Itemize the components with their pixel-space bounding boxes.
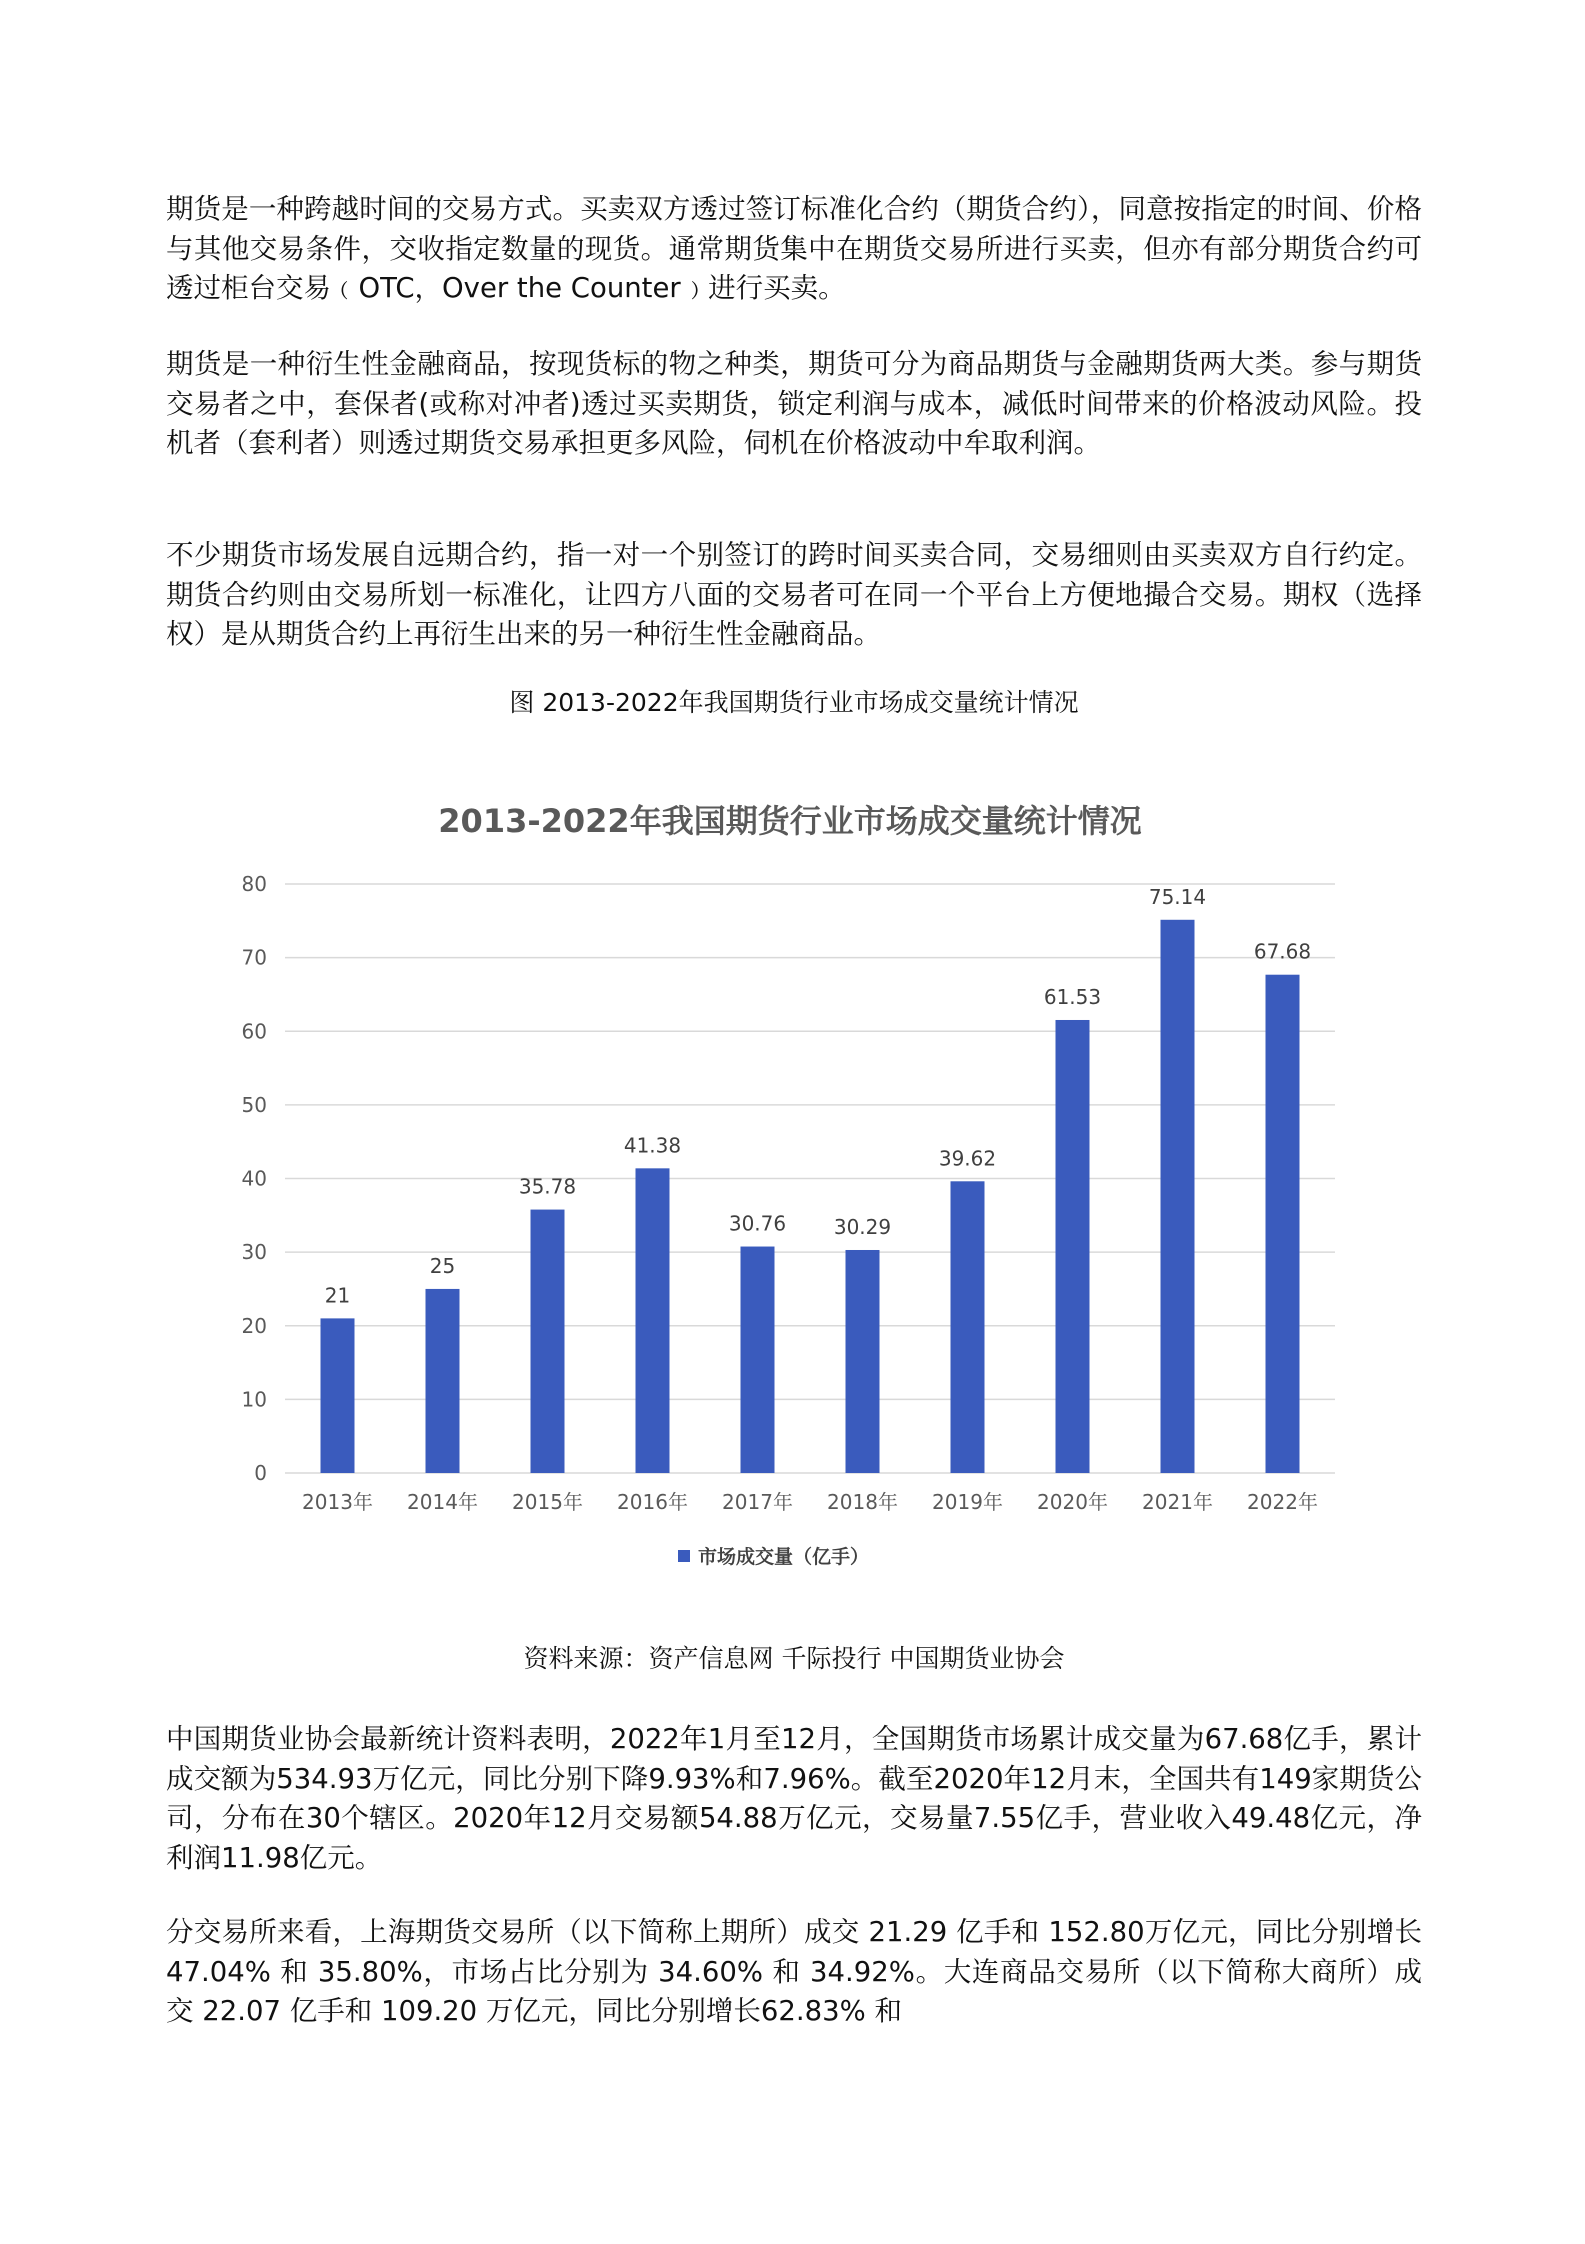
data-label: 61.53 bbox=[1043, 984, 1102, 1009]
data-label: 39.62 bbox=[938, 1146, 997, 1171]
x-tick-label: 2013年 bbox=[302, 1490, 373, 1514]
bar bbox=[1056, 1020, 1090, 1473]
x-tick-label: 2020年 bbox=[1037, 1490, 1108, 1514]
data-label: 21 bbox=[324, 1283, 351, 1308]
exchange-paragraph: 分交易所来看，上海期货交易所（以下简称上期所）成交 21.29 亿手和 152.80万亿元，同比分别增长 47.04% 和 35.80%，市场占比分别为 34.60% 和 34.92%。大连商品交易所（以下简称大商所）成交 22.07 亿手和 109.20 万亿元，同比分别增长62.83% 和 bbox=[166, 1916, 1422, 2027]
bar bbox=[1266, 975, 1300, 1473]
x-tick-label: 2015年 bbox=[512, 1490, 583, 1514]
y-axis-ticks bbox=[242, 872, 267, 1485]
y-tick-label: 80 bbox=[241, 872, 267, 896]
y-tick-label: 20 bbox=[241, 1313, 267, 1338]
x-tick-label: 2017年 bbox=[722, 1490, 793, 1514]
bar-chart bbox=[230, 760, 1350, 1610]
chart-title: 2013-2022年我国期货行业市场成交量统计情况 bbox=[438, 802, 1142, 840]
x-tick-label: 2022年 bbox=[1247, 1490, 1318, 1514]
x-axis-ticks bbox=[302, 1490, 1318, 1514]
legend bbox=[678, 1545, 869, 1568]
bar bbox=[321, 1318, 355, 1473]
data-label: 75.14 bbox=[1148, 884, 1207, 909]
classification-paragraph: 期货是一种衍生性金融商品，按现货标的物之种类，期货可分为商品期货与金融期货两大类。参与期货交易者之中，套保者(或称对冲者)透过买卖期货，锁定利润与成本，减低时间带来的价格波动风险。投机者（套利者）则透过期货交易承担更多风险，伺机在价格波动中牟取利润。 bbox=[166, 348, 1422, 459]
y-tick-label: 40 bbox=[241, 1166, 267, 1191]
x-tick-label: 2016年 bbox=[617, 1490, 688, 1514]
figure-caption: 图 2013-2022年我国期货行业市场成交量统计情况 bbox=[509, 688, 1079, 717]
y-tick-label: 0 bbox=[254, 1461, 267, 1485]
intro-paragraph: 期货是一种跨越时间的交易方式。买卖双方透过签订标准化合约（期货合约），同意按指定的时间、价格与其他交易条件，交收指定数量的现货。通常期货集中在期货交易所进行买卖，但亦有部分期货合约可透过柜台交易﹙OTC，Over the Counter﹚进行买卖。 bbox=[166, 193, 1422, 304]
data-label: 35.78 bbox=[518, 1174, 577, 1199]
legend-label: 市场成交量（亿手） bbox=[698, 1546, 870, 1568]
x-tick-label: 2018年 bbox=[827, 1490, 898, 1514]
y-tick-label: 70 bbox=[241, 945, 267, 970]
statistics-paragraph: 中国期货业协会最新统计资料表明，2022年1月至12月，全国期货市场累计成交量为67.68亿手，累计成交额为534.93万亿元，同比分别下降9.93%和7.96%。截至2020年12月末，全国共有149家期货公司，分布在30个辖区。2020年12月交易额54.88万亿元，交易量7.55亿手，营业收入49.48亿元，净利润11.98亿元。 bbox=[166, 1723, 1422, 1874]
bar bbox=[741, 1247, 775, 1473]
data-label: 67.68 bbox=[1253, 939, 1312, 964]
bar bbox=[426, 1289, 460, 1473]
y-tick-label: 60 bbox=[241, 1019, 267, 1044]
bar bbox=[846, 1250, 880, 1473]
data-label: 30.76 bbox=[728, 1211, 787, 1236]
bar bbox=[636, 1168, 670, 1473]
x-tick-label: 2019年 bbox=[932, 1490, 1003, 1514]
figure-source: 资料来源：资产信息网 千际投行 中国期货业协会 bbox=[523, 1644, 1065, 1673]
y-tick-label: 50 bbox=[241, 1092, 267, 1117]
x-tick-label: 2014年 bbox=[407, 1490, 478, 1514]
data-label: 30.29 bbox=[833, 1214, 892, 1239]
y-tick-label: 30 bbox=[241, 1240, 267, 1265]
legend-swatch bbox=[678, 1550, 690, 1562]
data-label: 41.38 bbox=[623, 1133, 682, 1158]
data-label: 25 bbox=[429, 1253, 456, 1278]
x-tick-label: 2021年 bbox=[1142, 1490, 1213, 1514]
bar bbox=[951, 1181, 985, 1473]
y-tick-label: 10 bbox=[241, 1387, 267, 1412]
bar bbox=[531, 1210, 565, 1473]
history-paragraph: 不少期货市场发展自远期合约，指一对一个别签订的跨时间买卖合同，交易细则由买卖双方自行约定。期货合约则由交易所划一标准化，让四方八面的交易者可在同一个平台上方便地撮合交易。期权（选择权）是从期货合约上再衍生出来的另一种衍生性金融商品。 bbox=[166, 539, 1422, 650]
bar bbox=[1161, 920, 1195, 1473]
bar-series bbox=[321, 920, 1300, 1473]
